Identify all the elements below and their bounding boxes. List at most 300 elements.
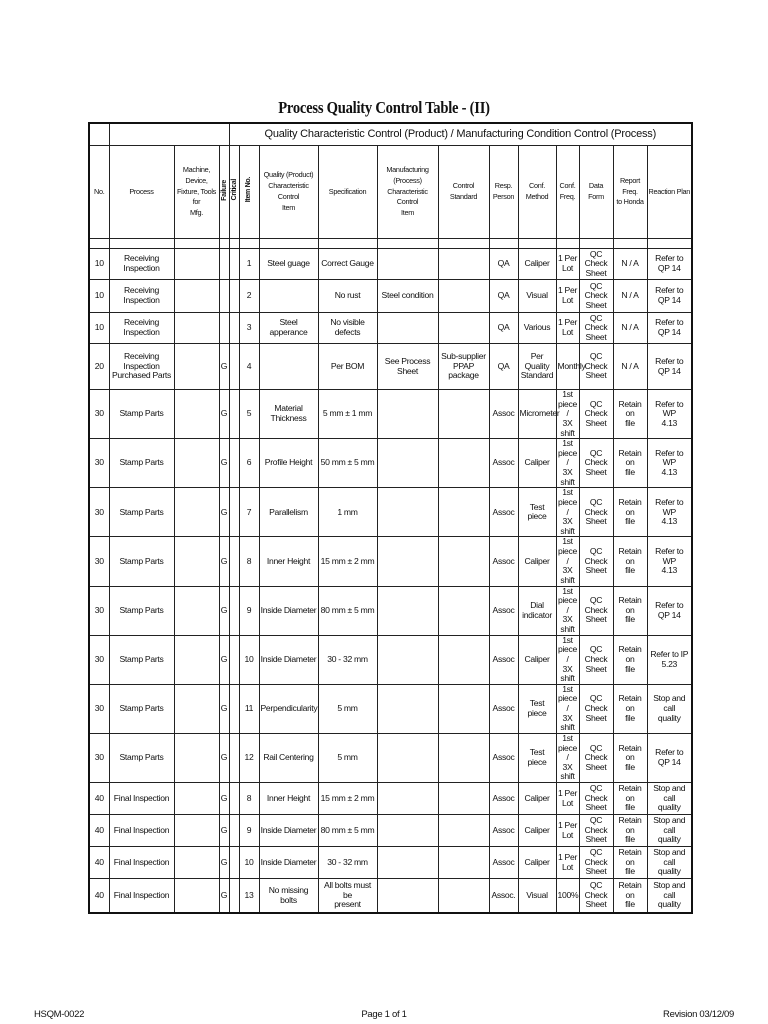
cell-control-standard-text: Sub-supplier PPAP package — [441, 351, 486, 381]
cell-specification-text: No rust — [334, 290, 361, 301]
col-header-resp-person — [489, 146, 518, 239]
cell-process-text: Final Inspection — [113, 889, 170, 900]
cell-failure — [219, 390, 229, 439]
cell-specification — [318, 586, 377, 635]
cell-data-form-text: QC Check Sheet — [584, 847, 608, 877]
table-row — [89, 488, 692, 537]
cell-resp-person — [489, 879, 518, 914]
cell-specification-text: 1 mm — [337, 506, 358, 517]
spacer-cell — [174, 239, 219, 249]
cell-report-freq — [613, 537, 647, 586]
cell-quality-item-text: Perpendicularity — [260, 703, 318, 713]
cell-item-no-text: 12 — [244, 752, 254, 763]
cell-report-freq — [613, 313, 647, 344]
cell-control-standard — [438, 847, 489, 879]
cell-process — [109, 815, 174, 847]
cell-failure-text: G — [220, 408, 228, 419]
cell-no — [89, 249, 109, 280]
cell-resp-person-text: QA — [497, 290, 510, 301]
table-row — [89, 879, 692, 914]
cell-specification — [318, 313, 377, 344]
cell-conf-freq — [556, 635, 579, 684]
cell-manufacturing-item — [377, 586, 438, 635]
cell-no — [89, 635, 109, 684]
cell-quality-item-text: Inside Diameter — [260, 824, 317, 835]
banner-spacer — [109, 123, 229, 146]
cell-no-text: 30 — [94, 604, 104, 615]
banner-heading: Quality Characteristic Control (Product) / Manufacturing Condition Control (Process) — [229, 123, 692, 146]
cell-reaction-plan-text: Stop and call quality — [653, 847, 686, 877]
cell-reaction-plan-text: Stop and call quality — [653, 783, 686, 813]
cell-report-freq-text: Retain on file — [618, 644, 642, 674]
cell-conf-method — [518, 783, 556, 815]
cell-quality-item — [259, 537, 318, 586]
cell-failure-text: G — [220, 792, 228, 803]
cell-data-form-text: QC Check Sheet — [584, 546, 608, 576]
cell-control-standard — [438, 249, 489, 280]
cell-item-no — [239, 847, 259, 879]
cell-data-form — [579, 313, 613, 344]
col-header-data-form: Data Form — [579, 146, 613, 239]
cell-item-no-text: 6 — [246, 457, 252, 468]
cell-quality-item-text: Inside Diameter — [260, 653, 317, 664]
quality-control-table — [88, 122, 693, 914]
cell-data-form — [579, 733, 613, 782]
cell-data-form-text: QC Check Sheet — [584, 312, 608, 342]
cell-failure-text: G — [220, 506, 228, 517]
cell-machine — [174, 390, 219, 439]
cell-specification — [318, 280, 377, 313]
cell-critical — [229, 313, 239, 344]
cell-resp-person — [489, 439, 518, 488]
cell-item-no — [239, 537, 259, 586]
col-header-failure-text: Failure — [220, 179, 228, 201]
cell-no — [89, 847, 109, 879]
cell-item-no-text: 2 — [246, 290, 252, 301]
cell-specification-text: 50 mm ± 5 mm — [320, 457, 375, 468]
cell-report-freq-text: Retain on file — [618, 546, 642, 576]
cell-conf-freq-text: 1 Per Lot — [557, 819, 578, 840]
cell-quality-item-text: Inner Height — [266, 792, 311, 803]
cell-data-form-text: QC Check Sheet — [584, 815, 608, 845]
cell-no — [89, 439, 109, 488]
cell-resp-person — [489, 815, 518, 847]
cell-reaction-plan-text: Refer to QP 14 — [655, 253, 684, 273]
cell-report-freq — [613, 847, 647, 879]
cell-resp-person — [489, 847, 518, 879]
cell-process — [109, 249, 174, 280]
cell-reaction-plan — [647, 390, 692, 439]
cell-process — [109, 537, 174, 586]
cell-item-no-text: 8 — [246, 555, 252, 566]
cell-process-text: Stamp Parts — [119, 408, 164, 419]
cell-resp-person-text: Assoc — [492, 792, 515, 803]
cell-item-no — [239, 344, 259, 390]
cell-no-text: 30 — [94, 408, 104, 419]
cell-data-form-text: QC Check Sheet — [584, 447, 608, 477]
cell-resp-person-text: Assoc. — [491, 889, 516, 900]
col-header-item-no-text: Item No. — [245, 177, 253, 203]
table-row — [89, 586, 692, 635]
cell-manufacturing-item — [377, 344, 438, 390]
cell-conf-method — [518, 586, 556, 635]
cell-failure — [219, 684, 229, 733]
cell-machine — [174, 847, 219, 879]
cell-failure-text: G — [220, 703, 228, 713]
cell-reaction-plan — [647, 783, 692, 815]
cell-data-form-text: QC Check Sheet — [584, 351, 608, 381]
cell-reaction-plan — [647, 847, 692, 879]
table-row — [89, 537, 692, 586]
document-id: HSQM-0022 — [34, 1009, 85, 1020]
cell-machine — [174, 783, 219, 815]
cell-conf-method — [518, 390, 560, 439]
cell-control-standard — [438, 537, 489, 586]
cell-critical — [229, 249, 239, 280]
cell-report-freq — [613, 344, 647, 390]
cell-process-text: Stamp Parts — [119, 752, 164, 763]
cell-machine — [174, 280, 219, 313]
cell-specification-text: Per BOM — [330, 360, 365, 371]
cell-reaction-plan — [647, 488, 692, 537]
cell-specification — [318, 488, 377, 537]
cell-machine — [174, 733, 219, 782]
cell-reaction-plan-text: Stop and call quality — [653, 693, 686, 723]
cell-conf-freq — [556, 537, 579, 586]
cell-conf-freq-text: 1 Per Lot — [557, 253, 578, 273]
cell-report-freq-text: Retain on file — [618, 595, 642, 625]
cell-conf-freq-text: 1st piece / 3X shift — [557, 389, 578, 438]
cell-item-no — [239, 733, 259, 782]
cell-specification — [318, 635, 377, 684]
cell-failure — [219, 280, 229, 313]
cell-report-freq-text: Retain on file — [618, 880, 642, 910]
cell-conf-method — [518, 815, 556, 847]
cell-item-no — [239, 280, 259, 313]
cell-specification — [318, 815, 377, 847]
cell-process-text: Final Inspection — [113, 824, 170, 835]
cell-specification-text: 30 - 32 mm — [327, 653, 368, 664]
cell-data-form-text: QC Check Sheet — [584, 248, 608, 278]
spacer-cell — [229, 239, 239, 249]
cell-report-freq — [613, 586, 647, 635]
cell-machine — [174, 313, 219, 344]
cell-conf-freq — [556, 280, 579, 313]
table-row — [89, 313, 692, 344]
cell-conf-freq-text: 1st piece / 3X shift — [557, 585, 578, 634]
cell-conf-method-text: Caliper — [524, 824, 550, 835]
cell-no-text: 30 — [94, 703, 104, 713]
cell-manufacturing-item — [377, 313, 438, 344]
cell-failure-text: G — [220, 360, 228, 371]
cell-manufacturing-item — [377, 249, 438, 280]
cell-conf-method — [518, 847, 556, 879]
cell-machine — [174, 684, 219, 733]
spacer-cell — [109, 239, 174, 249]
cell-conf-freq — [556, 847, 579, 879]
cell-process — [109, 733, 174, 782]
cell-specification-text: 15 mm ± 2 mm — [320, 792, 375, 803]
cell-no-text: 30 — [94, 457, 104, 468]
cell-conf-freq — [556, 684, 579, 733]
cell-quality-item — [259, 847, 318, 879]
cell-critical — [229, 684, 239, 733]
cell-conf-freq-text: Monthly — [557, 360, 586, 371]
cell-resp-person-text: Assoc — [492, 703, 515, 713]
cell-resp-person-text: Assoc — [492, 457, 515, 468]
cell-reaction-plan-text: Refer to QP 14 — [655, 599, 684, 620]
spacer-cell — [579, 239, 613, 249]
cell-resp-person-text: Assoc — [492, 752, 515, 763]
cell-process — [109, 280, 174, 313]
cell-machine — [174, 488, 219, 537]
cell-process — [109, 488, 174, 537]
cell-conf-method-text: Caliper — [524, 258, 550, 269]
cell-quality-item-text: Inner Height — [266, 555, 311, 566]
cell-control-standard — [438, 684, 489, 733]
cell-specification-text: 5 mm — [337, 703, 358, 713]
cell-conf-method — [518, 488, 556, 537]
cell-control-standard — [438, 586, 489, 635]
cell-process — [109, 586, 174, 635]
cell-manufacturing-item — [377, 537, 438, 586]
col-header-item-no — [239, 146, 259, 239]
cell-control-standard — [438, 815, 489, 847]
cell-machine — [174, 815, 219, 847]
cell-critical — [229, 488, 239, 537]
cell-reaction-plan — [647, 815, 692, 847]
cell-process — [109, 344, 174, 390]
cell-no — [89, 783, 109, 815]
spacer-cell — [239, 239, 259, 249]
cell-quality-item — [259, 280, 318, 313]
cell-critical — [229, 586, 239, 635]
cell-process-text: Stamp Parts — [119, 703, 164, 713]
cell-specification — [318, 344, 377, 390]
cell-reaction-plan — [647, 879, 692, 914]
cell-conf-method — [518, 537, 556, 586]
cell-conf-method — [518, 313, 556, 344]
cell-data-form-text: QC Check Sheet — [584, 783, 608, 813]
cell-conf-freq-text: 1st piece / 3X shift — [557, 536, 578, 585]
cell-conf-freq-text: 1st piece / 3X shift — [557, 438, 578, 487]
cell-report-freq-text: Retain on file — [618, 783, 642, 813]
cell-reaction-plan — [647, 439, 692, 488]
cell-data-form-text: QC Check Sheet — [584, 398, 608, 428]
cell-item-no-text: 9 — [246, 824, 252, 835]
cell-resp-person — [489, 313, 518, 344]
cell-reaction-plan — [647, 733, 692, 782]
cell-quality-item-text: Steel guage — [267, 258, 310, 269]
col-header-conf-freq — [556, 146, 579, 239]
cell-item-no — [239, 783, 259, 815]
cell-data-form — [579, 390, 613, 439]
cell-manufacturing-item — [377, 783, 438, 815]
col-header-reaction-plan: Reaction Plan — [647, 146, 692, 239]
cell-quality-item-text: Inside Diameter — [260, 604, 317, 615]
cell-quality-item — [259, 586, 318, 635]
cell-conf-freq — [556, 879, 579, 914]
cell-machine — [174, 249, 219, 280]
cell-reaction-plan-text: Refer to QP 14 — [655, 355, 684, 376]
cell-conf-freq-text: 1 Per Lot — [557, 317, 578, 337]
cell-resp-person — [489, 586, 518, 635]
cell-data-form — [579, 249, 613, 280]
spacer-cell — [318, 239, 377, 249]
cell-failure-text: G — [220, 856, 228, 867]
table-row — [89, 280, 692, 313]
cell-conf-freq — [556, 586, 579, 635]
cell-reaction-plan-text: Refer to WP 4.13 — [655, 496, 684, 527]
cell-item-no — [239, 390, 259, 439]
cell-data-form — [579, 537, 613, 586]
cell-control-standard — [438, 313, 489, 344]
cell-report-freq — [613, 783, 647, 815]
cell-item-no — [239, 815, 259, 847]
cell-specification — [318, 390, 377, 439]
cell-failure — [219, 249, 229, 280]
cell-report-freq — [613, 280, 647, 313]
cell-item-no — [239, 684, 259, 733]
cell-data-form — [579, 439, 613, 488]
cell-specification-text: 5 mm — [337, 752, 358, 763]
cell-critical — [229, 537, 239, 586]
cell-resp-person-text: Assoc — [492, 653, 515, 664]
cell-specification-text: Correct Gauge — [321, 258, 374, 269]
cell-no-text: 20 — [94, 360, 104, 371]
cell-quality-item — [259, 249, 318, 280]
cell-conf-method — [518, 684, 556, 733]
cell-quality-item-text: No missing bolts — [268, 884, 309, 905]
cell-item-no-text: 11 — [244, 703, 254, 713]
cell-failure — [219, 344, 229, 390]
table-row — [89, 344, 692, 390]
col-header-resp-person-text: Resp. Person — [492, 181, 515, 201]
cell-resp-person — [489, 249, 518, 280]
cell-report-freq — [613, 684, 647, 733]
cell-reaction-plan-text: Refer to QP 14 — [655, 317, 684, 337]
cell-data-form-text: QC Check Sheet — [584, 595, 608, 625]
spacer-cell — [89, 239, 109, 249]
cell-data-form — [579, 635, 613, 684]
cell-item-no-text: 13 — [244, 889, 254, 900]
cell-conf-freq-text: 1st piece / 3X shift — [557, 487, 578, 536]
cell-control-standard — [438, 439, 489, 488]
cell-reaction-plan — [647, 635, 692, 684]
cell-no — [89, 344, 109, 390]
cell-manufacturing-item-text: Steel condition — [381, 290, 434, 301]
cell-quality-item-text: Parallelism — [269, 506, 308, 517]
cell-resp-person-text: Assoc — [492, 824, 515, 835]
cell-no — [89, 280, 109, 313]
col-header-report-freq-text: Report Freq. to Honda — [616, 175, 644, 207]
cell-critical — [229, 439, 239, 488]
cell-critical — [229, 344, 239, 390]
table-body — [89, 249, 692, 914]
revision-date: Revision 03/12/09 — [663, 1009, 734, 1020]
table-row — [89, 684, 692, 733]
cell-item-no-text: 9 — [246, 604, 252, 615]
cell-machine — [174, 537, 219, 586]
cell-resp-person — [489, 733, 518, 782]
cell-process-text: Stamp Parts — [119, 555, 164, 566]
cell-manufacturing-item — [377, 488, 438, 537]
cell-conf-freq — [556, 733, 579, 782]
col-header-report-freq — [613, 146, 647, 239]
cell-item-no — [239, 586, 259, 635]
cell-failure — [219, 733, 229, 782]
cell-report-freq-text: N / A — [621, 322, 639, 333]
table-row — [89, 783, 692, 815]
cell-process — [109, 847, 174, 879]
cell-failure — [219, 815, 229, 847]
cell-critical — [229, 783, 239, 815]
cell-conf-freq — [556, 439, 579, 488]
cell-no-text: 40 — [94, 824, 104, 835]
cell-control-standard — [438, 733, 489, 782]
cell-conf-freq — [556, 344, 586, 390]
cell-control-standard — [438, 635, 489, 684]
cell-resp-person — [489, 390, 518, 439]
cell-no — [89, 733, 109, 782]
cell-reaction-plan — [647, 684, 692, 733]
cell-conf-method — [518, 249, 556, 280]
col-header-quality-item — [259, 146, 318, 239]
col-header-manufacturing-item-text: Manufacturing (Process) Characteristic Control Item — [386, 164, 429, 218]
cell-conf-freq — [556, 815, 579, 847]
cell-conf-method-text: Various — [523, 322, 551, 333]
cell-machine — [174, 344, 219, 390]
cell-report-freq — [613, 439, 647, 488]
cell-no-text: 10 — [94, 290, 104, 301]
cell-resp-person — [489, 635, 518, 684]
spacer-cell — [438, 239, 489, 249]
spacer-cell — [377, 239, 438, 249]
cell-specification — [318, 783, 377, 815]
cell-no — [89, 537, 109, 586]
cell-item-no — [239, 249, 259, 280]
table-row — [89, 390, 692, 439]
cell-conf-freq-text: 1 Per Lot — [557, 787, 578, 808]
cell-report-freq-text: Retain on file — [618, 815, 642, 845]
cell-item-no-text: 10 — [244, 856, 254, 867]
cell-item-no-text: 4 — [246, 360, 252, 371]
cell-item-no — [239, 635, 259, 684]
cell-resp-person — [489, 537, 518, 586]
table-row — [89, 439, 692, 488]
cell-no-text: 30 — [94, 752, 104, 763]
cell-report-freq-text: Retain on file — [618, 447, 642, 477]
cell-control-standard — [438, 280, 489, 313]
cell-conf-method-text: Test piece — [527, 747, 547, 767]
cell-no-text: 10 — [94, 322, 104, 333]
cell-manufacturing-item — [377, 390, 438, 439]
spacer-cell — [489, 239, 518, 249]
cell-specification — [318, 879, 377, 914]
cell-control-standard — [438, 390, 489, 439]
cell-data-form — [579, 344, 613, 390]
cell-conf-method-text: Caliper — [524, 555, 550, 566]
cell-no — [89, 815, 109, 847]
cell-critical — [229, 280, 239, 313]
cell-failure — [219, 313, 229, 344]
cell-quality-item — [259, 635, 318, 684]
cell-critical — [229, 847, 239, 879]
cell-item-no-text: 8 — [246, 792, 252, 803]
cell-specification-text: 30 - 32 mm — [327, 856, 368, 867]
cell-quality-item — [259, 488, 318, 537]
cell-conf-method-text: Dial indicator — [522, 599, 552, 620]
